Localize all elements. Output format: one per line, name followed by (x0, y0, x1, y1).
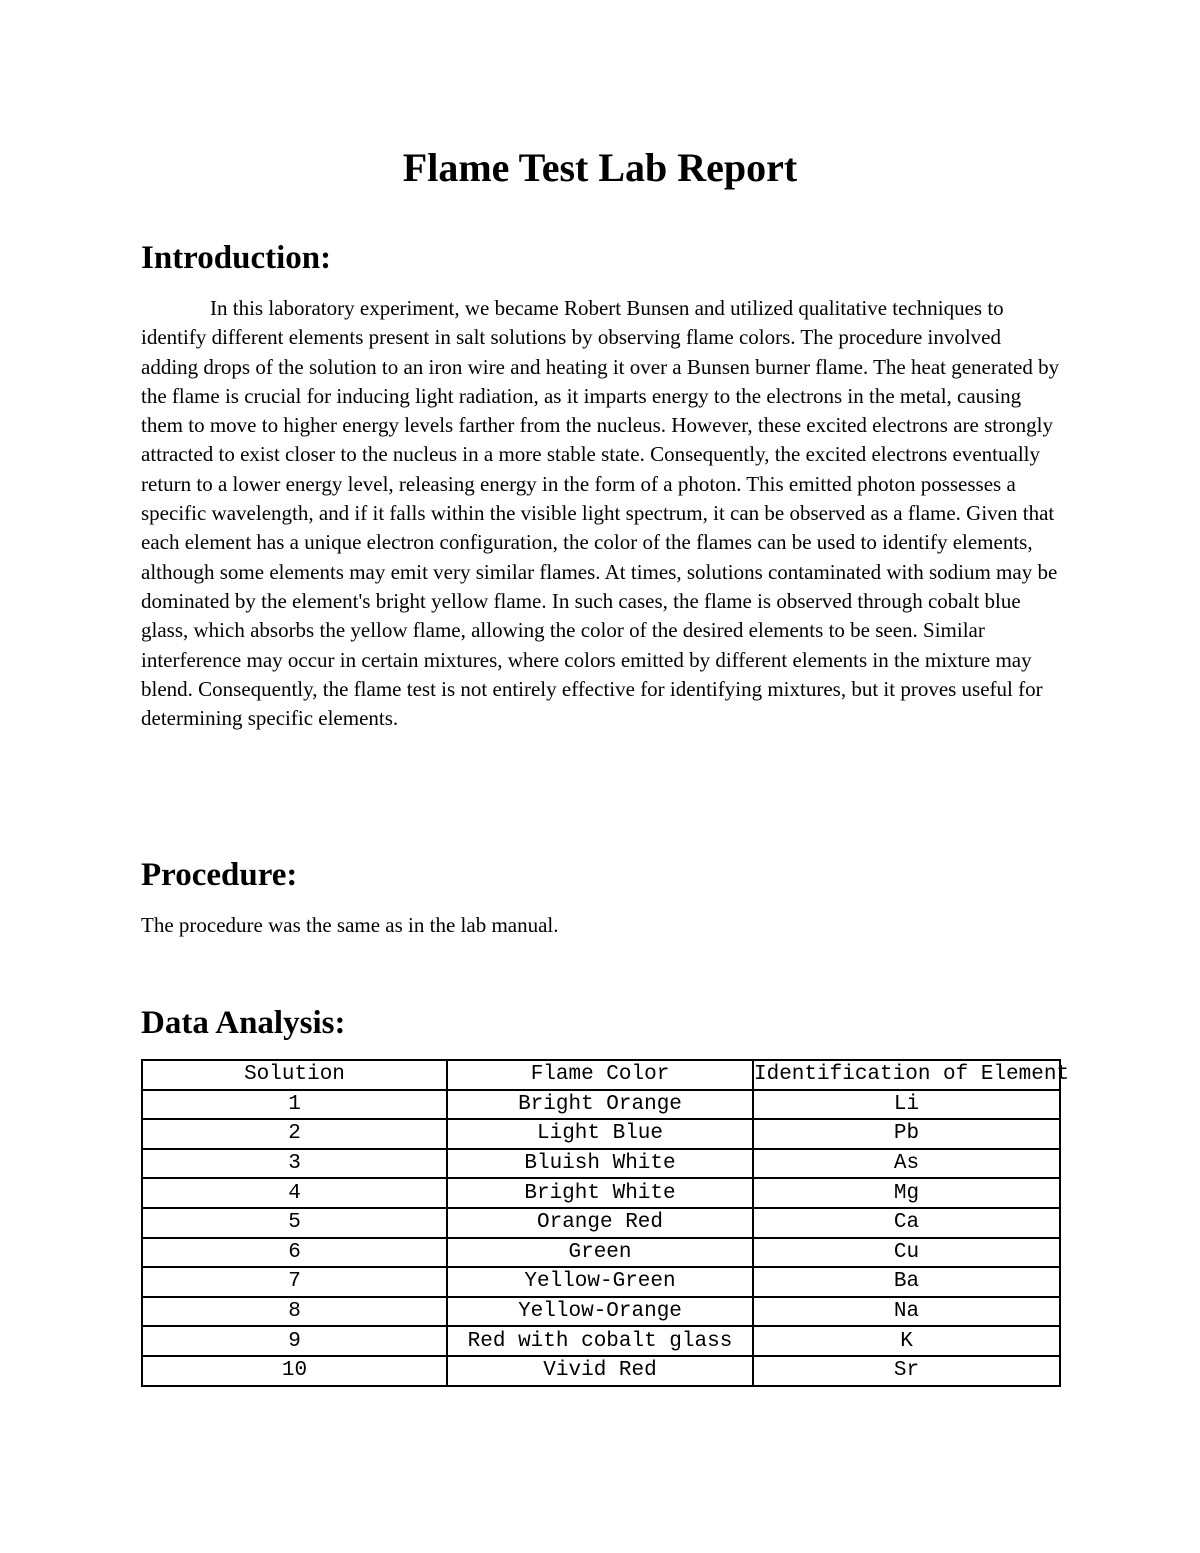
cell-flame-color: Bright Orange (447, 1090, 753, 1120)
cell-solution: 8 (142, 1297, 447, 1327)
cell-element: Ba (753, 1267, 1060, 1297)
cell-element: Na (753, 1297, 1060, 1327)
data-analysis-table (141, 1059, 1070, 1387)
data-analysis-heading: Data Analysis: (141, 1005, 346, 1041)
introduction-heading: Introduction: (141, 240, 332, 276)
table-row (142, 1297, 1060, 1327)
cell-flame-color: Light Blue (447, 1119, 753, 1149)
cell-flame-color: Vivid Red (447, 1356, 753, 1386)
cell-flame-color: Yellow-Green (447, 1267, 753, 1297)
cell-element: Mg (753, 1178, 1060, 1208)
cell-flame-color: Bright White (447, 1178, 753, 1208)
cell-element: Pb (753, 1119, 1060, 1149)
cell-element: K (753, 1326, 1060, 1356)
cell-element: Cu (753, 1238, 1060, 1268)
page-title: Flame Test Lab Report (402, 145, 798, 190)
cell-flame-color: Red with cobalt glass (447, 1326, 753, 1356)
introduction-paragraph: In this laboratory experiment, we became Robert Bunsen and utilized qualitative techniques to identify different elements present in salt solutions by observing flame colors. The procedure involved adding drops of the solution to an iron wire and heating it over a Bunsen burner flame. The heat generated by the flame is crucial for inducing light radiation, as it imparts energy to the electrons in the metal, causing them to move to higher energy levels farther from the nucleus. However, these excited electrons are strongly attracted to exist closer to the nucleus in a more stable state. Consequently, the excited electrons eventually return to a lower energy level, releasing energy in the form of a photon. This emitted photon possesses a specific wavelength, and if it falls within the visible light spectrum, it can be observed as a flame. Given that each element has a unique electron configuration, the color of the flames can be used to identify elements, although some elements may emit very similar flames. At times, solutions contaminated with sodium may be dominated by the element's bright yellow flame. In such cases, the flame is observed through cobalt blue glass, which absorbs the yellow flame, allowing the color of the desired elements to be seen. Similar interference may occur in certain mixtures, where colors emitted by different elements in the mixture may blend. Consequently, the flame test is not entirely effective for identifying mixtures, but it proves useful for determining specific elements. (141, 296, 1060, 731)
cell-solution: 6 (142, 1238, 447, 1268)
table-row (142, 1356, 1060, 1386)
cell-solution: 2 (142, 1119, 447, 1149)
cell-flame-color: Orange Red (447, 1208, 753, 1238)
cell-solution: 7 (142, 1267, 447, 1297)
cell-element: Sr (753, 1356, 1060, 1386)
cell-flame-color: Bluish White (447, 1149, 753, 1179)
cell-solution: 9 (142, 1326, 447, 1356)
procedure-paragraph: The procedure was the same as in the lab manual. (141, 913, 559, 937)
header-cell-flame-color: Flame Color (447, 1060, 753, 1090)
cell-solution: 3 (142, 1149, 447, 1179)
table-row (142, 1267, 1060, 1297)
table-row (142, 1326, 1060, 1356)
header-cell-element: Identification of Element (753, 1060, 1060, 1090)
cell-flame-color: Yellow-Orange (447, 1297, 753, 1327)
cell-solution: 10 (142, 1356, 447, 1386)
cell-element: Ca (753, 1208, 1060, 1238)
cell-element: As (753, 1149, 1060, 1179)
cell-solution: 4 (142, 1178, 447, 1208)
cell-solution: 1 (142, 1090, 447, 1120)
table-row (142, 1178, 1060, 1208)
table-row (142, 1149, 1060, 1179)
table-row (142, 1090, 1060, 1120)
table-header-row (142, 1060, 1060, 1090)
table-row (142, 1238, 1060, 1268)
procedure-heading: Procedure: (141, 857, 298, 893)
header-cell-solution: Solution (142, 1060, 447, 1090)
cell-solution: 5 (142, 1208, 447, 1238)
table-row (142, 1119, 1060, 1149)
cell-flame-color: Green (447, 1238, 753, 1268)
table-row (142, 1208, 1060, 1238)
cell-element: Li (753, 1090, 1060, 1120)
